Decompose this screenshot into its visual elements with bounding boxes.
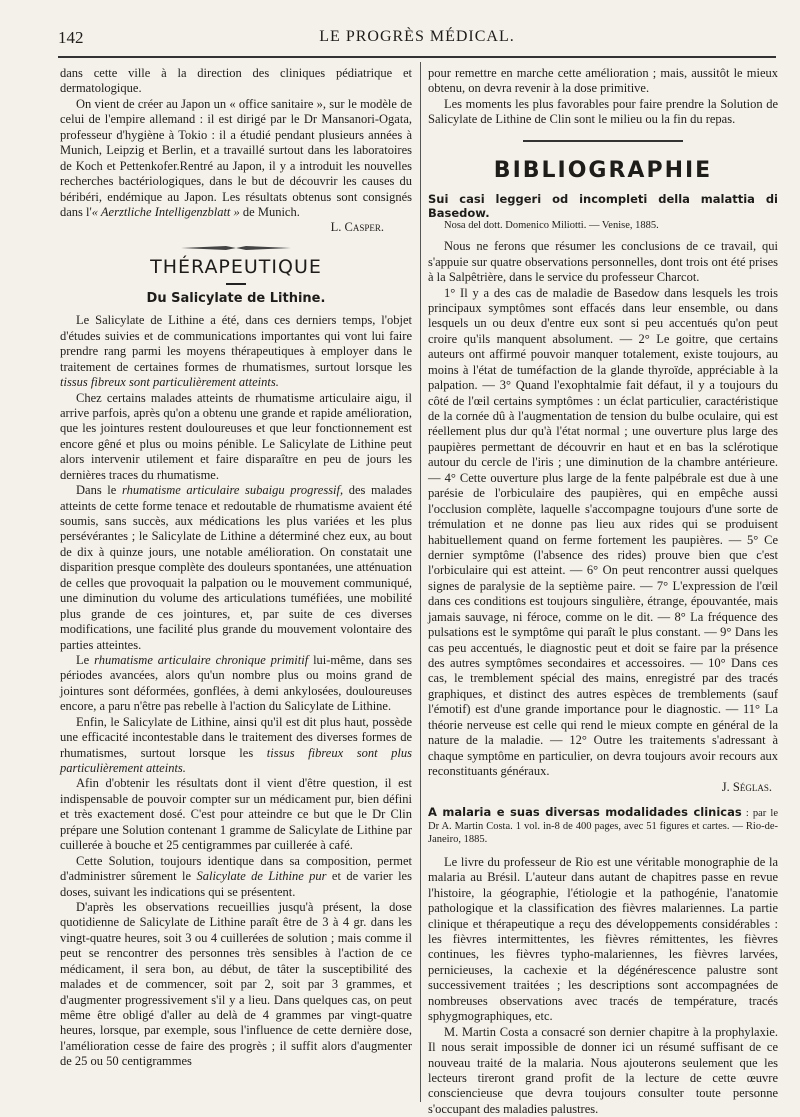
right-column (428, 66, 779, 1116)
paragraph: pour remettre en marche cette amélioration ; mais, aussitôt le mieux obtenu, on devra revenir à la dose primitive. (428, 66, 778, 96)
paragraph: M. Martin Costa a consacré son dernier chapitre à la prophylaxie. Il nous serait impossible de donner ici un résumé suffisant de ce nouveau traité de la malaria. Nous ajouterons seulement que les lecteurs tireront grand profit de la lecture de cette œuvre consciencieuse que devra toujours consulter toute personne s'occupant des maladies palustres. (428, 1024, 778, 1116)
journal-title: LE PROGRÈS MÉDICAL. (319, 28, 515, 45)
paragraph: Cette Solution, toujours identique dans sa composition, permet d'administrer sûrement le Salicylate de Lithine pur et de varier les doses, suivant les indications qui se présentent. (60, 853, 412, 899)
header-rule (58, 56, 776, 58)
reference-entry: A malaria e suas diversas modalidades clinicas : par le Dr A. Martin Costa. 1 vol. in-8 de 400 pages, avec 51 figures et cartes. — Rio-de-Janeiro, 1885. (428, 804, 779, 845)
page-number: 142 (58, 28, 84, 47)
paragraph: Les moments les plus favorables pour faire prendre la Solution de Salicylate de Lithine de Clin sont le milieu ou la fin du repas. (428, 96, 778, 127)
paragraph: Afin d'obtenir les résultats dont il vient d'être question, il est indispensable de pouvoir compter sur un médicament pur, bien défini et très exactement dosé. C'est pour atteindre ce but que le Dr Clin prépare une Solution contenant 1 gramme de Salicylate de Lithine par cuillerée à bouche et 25 centigrammes par cuillerée à café. (60, 776, 412, 853)
paragraph: 1° Il y a des cas de maladie de Basedow dans lesquels les trois principaux symptômes sont effacés dans leur ensemble, ou dans lesquels un ou deux d'entre eux sont si peu accentués qu'on peut croire qu'ils manquent absolument. — 2° Le goitre, que certains auteurs ont affirmé pouvoir manquer totalement, existe toujours, au moins à l'état de tuméfaction de la glande thyroïde, appréciable à la palpation. — 3° Quand l'exophtalmie fait défaut, il y a toujours du côté de l'œil certains symptômes : un éclat particulier, caractéristique de la cornée dû à l'augmentation de tension du bulbe oculaire, qui est réellement plus dur qu'à l'état normal ; une ouverture plus large des paupières permettant de découvrir en haut et en bas la sclérotique autour du cercle de l'iris ; une diminution de la chambre antérieure. — 4° Cette ouverture plus large de la fente palpébrale est due à une parésie de l'orbiculaire des paupières, qui en empêche aussi l'occlusion complète, laquelle s'accompagne toujours d'une sorte de trémulation et ne donne pas lieu aux rides qui se produisent habituellement quand on ferme fortement les paupières. — 5° Ce dernier symptôme (l'absence des rides) prouve bien que c'est l'orbiculaire qui est atteint. — 6° On peut rencontrer aussi quelques signes de paralysie de la septième paire. — 7° L'expression de l'œil dans ces conditions est toujours singulière, étrange, épouvantée, mais jamais sauvage, ni féroce, comme on le dit. — 8° La fréquence des pulsations est le symptôme qui paraît le plus constant. — 9° Dans les cas peu accentués, le diagnostic peut et doit se faire par la présence des autres symptômes secondaires et accessoires. — 10° Dans ces cas, le tremblement spécial des mains, enregistré par des tracés graphiques, et distinct des autres espèces de tremblements (sauf l'émotif) est d'une grande importance pour le diagnostic. — 11° La théorie nerveuse est celle qui rend le mieux compte en général de la nature de la maladie. — 12° Outre les traitements s'adressant à chaque symptôme en particulier, on devra toujours avoir recours aux reconstituants généraux. (428, 285, 778, 779)
section-rule (428, 140, 778, 143)
reference-title: A malaria e suas diversas modalidades clinicas (428, 804, 742, 819)
author-signature: J. Séglas. (721, 779, 772, 794)
paragraph: Le Salicylate de Lithine a été, dans ces derniers temps, l'objet d'études suivies et de communications importantes qui vont lui faire prendre rang parmi les moyens thérapeutiques à employer dans le traitement de certaines formes de rhumatismes, surtout lorsque les tissus fibreux sont particulièrement atteints. (60, 313, 412, 390)
title-dash (226, 283, 246, 285)
left-column (60, 66, 412, 1106)
paragraph: dans cette ville à la direction des cliniques pédiatrique et dermatologique. (60, 66, 412, 96)
paragraph: Le rhumatisme articulaire chronique primitif lui-même, dans ses périodes avancées, alors qu'un nombre plus ou moins grand de jointures sont déformées, gonflées, à demi ankylosées, douloureuses encore, a paru n'être pas rebelle à l'action du Salicylate de Lithine. (60, 652, 413, 714)
paragraph: On vient de créer au Japon un « office sanitaire », sur le modèle de celui de l'empire allemand : il est dirigé par le Dr Mansanori-Ogata, professeur d'hygiène à Tokio : il a étudié pendant plusieurs années à Munich, Leipzig et Berlin, et a travaillé surtout dans les laboratoires de Koch et Pettenkofer.Rentré au Japon, il y a introduit les nouvelles recherches bactériologiques, dans le but de découvrir les causes du béribéri, endémique au Japon. Les résultats obtenus sont consignés dans l'« Aerztliche Intelligenzblatt » de Munich. (60, 96, 412, 219)
paragraph: Enfin, le Salicylate de Lithine, ainsi qu'il est dit plus haut, possède une efficacité incontestable dans le traitement des diverses formes de rhumatismes, surtout lorsque les tissus fibreux sont plus particulièrement atteints. (60, 714, 412, 775)
section-title: BIBLIOGRAPHIE (493, 157, 713, 183)
paragraph: Chez certains malades atteints de rhumatisme articulaire aigu, il arrive parfois, après qu'on a obtenu une grande et rapide amélioration, que les jointures restent douloureuses et que leur fonctionnement est encore gêné et plus ou moins pénible. Le Salicylate de Lithine peut alors intervenir utilement et faire disparaître en peu de jours les dernières traces du rhumatisme. (60, 390, 412, 482)
paragraph: Nous ne ferons que résumer les conclusions de ce travail, qui s'appuie sur quatre observations personnelles, dont trois ont été prises à la Salpêtrière, dans le service du professeur Charcot. (428, 239, 778, 285)
column-divider (420, 62, 421, 1102)
section-ornament (60, 244, 412, 252)
paragraph: Dans le rhumatisme articulaire subaigu progressif, des malades atteints de cette forme tenace et redoutable de rhumatisme avaient été soumis, sans succès, aux médications les plus variées et les plus persévérantes ; le Salicylate de Lithine a déterminé chez eux, au bout de dix à quinze jours, une notable amélioration. On constatait une disparition presque complète des douleurs spontanées, une atténuation de celles que provoquait la palpation ou le mouvement communiqué, une diminution du volume des articulations tuméfiées, une mobilité plus grande de ces jointures, et, par suite de ces diverses modifications, une facilité plus grande du mouvement volontaire des parties atteintes. (60, 483, 413, 652)
reference-title: Sui casi leggeri od incompleti della malattia di Basedow. (428, 191, 778, 221)
paragraph: D'après les observations recueillies jusqu'à présent, la dose quotidienne de Salicylate de Lithine paraît être de 3 à 4 gr. dans les vingt-quatre heures, soit 3 ou 4 cuillerées de solution ; mais comme il peut se rencontrer des personnes très sensibles à l'action de ce médicament, il sera bon, au début, de tâter la susceptibilité des malades et de commencer, soit par 2, soit par 3 grammes, et d'augmenter progressivement s'il y a lieu. Dans quelques cas, on peut même être obligé d'aller au delà de 4 grammes par vingt-quatre heures, lorsque, par exemple, sous l'influence de cette dernière dose, l'amélioration cesse de faire des progrès ; il suffit alors d'augmenter de 25 ou 50 centigrammes (60, 899, 412, 1069)
author-signature: L. Casper. (330, 220, 384, 235)
section-title: THÉRAPEUTIQUE (150, 255, 322, 278)
reference-subtitle: Nosa del dott. Domenico Miliotti. — Venise, 1885. (444, 220, 659, 232)
article-title: Du Salicylate de Lithine. (146, 291, 326, 307)
page-header (58, 28, 776, 52)
paragraph: Le livre du professeur de Rio est une véritable monographie de la malaria au Brésil. L'auteur dans autant de chapitres passe en revue l'histoire, la géographie, l'étiologie et la pathogénie, l'anatomie pathologique et la classification des fièvres malariennes. La partie clinique et thérapeutique a reçu des développements considérables : les fièvres intermittentes, les fièvres rémittentes, les fièvres continues, les fièvres typho-malariennes, les fièvres larvées, pernicieuses, la cachexie et la dégénérescence palustre sont successivement traitées ; les descriptions sont accompagnées de nombreuses observations avec tracés de température, tracés sphygmographiques, etc. (428, 854, 778, 1024)
